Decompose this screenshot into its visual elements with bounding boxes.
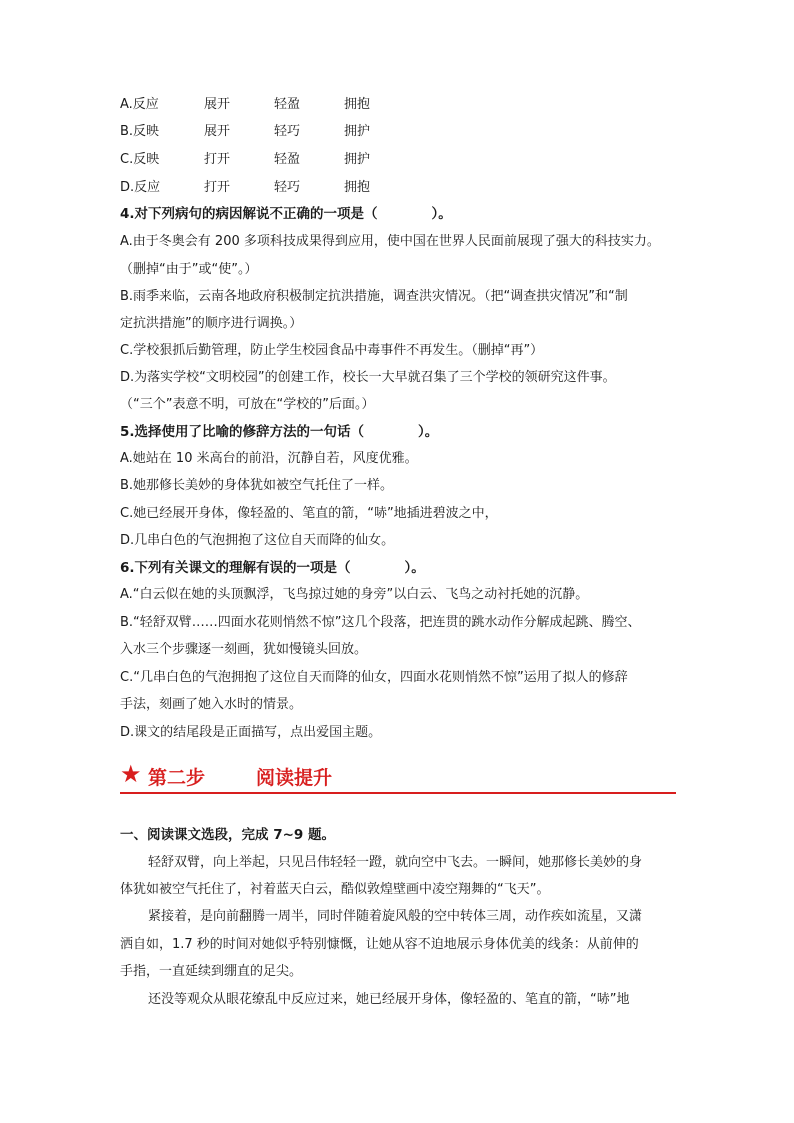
question-4-option-d: D.为落实学校“文明校园”的创建工作，校长一大早就召集了三个学校的领研究这件事。 (120, 370, 616, 385)
reading-title: 一、阅读课文选段，完成 7~9 题。 (120, 827, 335, 843)
option-word: 打开 (204, 180, 231, 195)
star-icon: ★ (120, 760, 142, 788)
question-4-option-d-note: （“三个”表意不明，可放在“学校的”后面。） (120, 397, 375, 412)
option-word: 轻巧 (274, 124, 301, 139)
passage-line: 还没等观众从眼花缭乱中反应过来，她已经展开身体，像轻盈的、笔直的箭，“哧”地 (148, 992, 630, 1007)
option-label: C.反映 (120, 152, 160, 167)
option-word: 打开 (204, 152, 231, 167)
option-word: 轻盈 (274, 152, 301, 167)
option-word: 拥护 (344, 124, 371, 139)
question-4-option-b-note: 定抗洪措施”的顺序进行调换。） (120, 316, 303, 331)
question-4-option-b: B.雨季来临，云南各地政府积极制定抗洪措施，调查洪灾情况。（把“调查拱灾情况”和“制 (120, 289, 628, 304)
question-6-option-c-cont: 手法，刻画了她入水时的情景。 (120, 697, 303, 712)
option-label: D.反应 (120, 180, 161, 195)
question-5-option-b: B.她那修长美妙的身体犹如被空气托住了一样。 (120, 478, 394, 493)
passage-line: 手指，一直延续到绷直的足尖。 (120, 964, 303, 979)
question-6-option-d: D.课文的结尾段是正面描写，点出爱国主题。 (120, 725, 382, 740)
question-4-option-a: A.由于冬奥会有 200 多项科技成果得到应用，使中国在世界人民面前展现了强大的科技实力。 (120, 234, 660, 249)
section-divider (120, 792, 676, 794)
passage-line: 洒自如，1.7 秒的时间对她似乎特别慷慨，让她从容不迫地展示身体优美的线条：从前伸的 (120, 937, 639, 952)
option-word: 拥抱 (344, 180, 371, 195)
passage-line: 轻舒双臂，向上举起，只见吕伟轻轻一蹬，就向空中飞去。一瞬间，她那修长美妙的身 (148, 855, 643, 870)
option-word: 轻盈 (274, 97, 301, 112)
option-word: 拥护 (344, 152, 371, 167)
question-5-title: 5.选择使用了比喻的修辞方法的一句话（ ）。 (120, 424, 439, 440)
section-header (120, 760, 676, 792)
question-6-option-b-cont: 入水三个步骤逐一刻画，犹如慢镜头回放。 (120, 642, 368, 657)
option-word: 展开 (204, 124, 231, 139)
option-word: 展开 (204, 97, 231, 112)
passage-line: 体犹如被空气托住了，衬着蓝天白云，酷似敦煌壁画中凌空翔舞的“飞天”。 (120, 882, 550, 897)
question-5-option-c: C.她已经展开身体，像轻盈的、笔直的箭，“哧”地插进碧波之中， (120, 506, 498, 521)
question-6-title: 6.下列有关课文的理解有误的一项是（ ）。 (120, 560, 425, 576)
option-label: B.反映 (120, 124, 160, 139)
question-5-option-a: A.她站在 10 米高台的前沿，沉静自若，风度优雅。 (120, 451, 418, 466)
section-name: 阅读提升 (256, 767, 333, 789)
passage-line: 紧接着，是向前翻腾一周半，同时伴随着旋风般的空中转体三周，动作疾如流星，又潇 (148, 909, 643, 924)
question-4-option-a-note: （删掉“由于”或“使”。） (120, 262, 258, 277)
question-5-option-d: D.几串白色的气泡拥抱了这位自天而降的仙女。 (120, 533, 395, 548)
question-4-option-c: C.学校狠抓后勤管理，防止学生校园食品中毒事件不再发生。（删掉“再”） (120, 343, 544, 358)
question-6-option-a: A.“白云似在她的头顶飘浮，飞鸟掠过她的身旁”以白云、飞鸟之动衬托她的沉静。 (120, 587, 589, 602)
option-word: 轻巧 (274, 180, 301, 195)
question-6-option-c: C.“几串白色的气泡拥抱了这位自天而降的仙女，四面水花则悄然不惊”运用了拟人的修辞 (120, 670, 628, 685)
option-word: 拥抱 (344, 97, 371, 112)
question-4-title: 4.对下列病句的病因解说不正确的一项是（ ）。 (120, 206, 452, 222)
option-label: A.反应 (120, 97, 159, 112)
question-6-option-b: B.“轻舒双臂……四面水花则悄然不惊”这几个段落，把连贯的跳水动作分解成起跳、腾空、 (120, 615, 641, 630)
section-step: 第二步 (148, 767, 206, 789)
